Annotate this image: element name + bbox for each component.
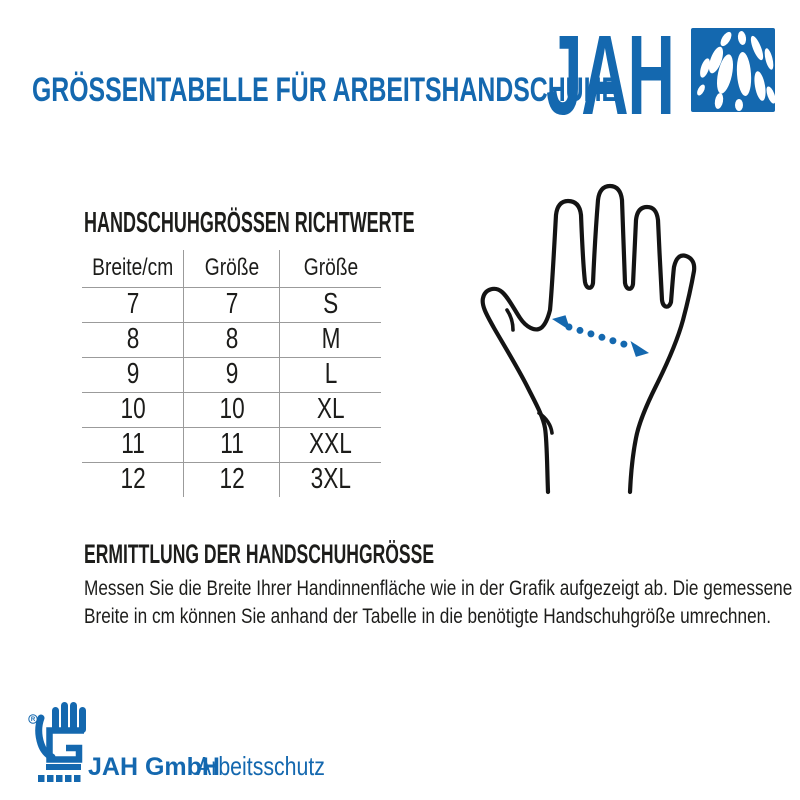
table-cell: 12: [120, 463, 146, 496]
table-cell: L: [280, 357, 382, 392]
footer-tagline: Arbeitsschutz: [197, 751, 325, 781]
instructions-heading: ERMITTLUNG DER HANDSCHUHGRÖSSE: [84, 539, 435, 569]
instructions-text-line1: Messen Sie die Breite Ihrer Handinnenfläche wie in der Grafik aufgezeigt ab. Die gemessene: [84, 577, 793, 600]
table-cell: 10: [184, 392, 280, 427]
hand-palm-illustration: [440, 170, 780, 510]
table-row: [82, 357, 381, 392]
hand-outline: [483, 186, 695, 492]
table-cell: XL: [280, 392, 382, 427]
table-row: [82, 392, 381, 427]
instructions-text-line2: Breite in cm können Sie anhand der Tabelle in die benötigte Handschuhgröße umrechnen.: [84, 605, 772, 628]
table-header-row: [82, 250, 381, 287]
registered-trademark-icon: [29, 715, 37, 723]
table-cell: 8: [82, 322, 184, 357]
table-cell: 11: [184, 427, 280, 462]
table-cell: 9: [82, 357, 184, 392]
table-cell: M: [280, 322, 382, 357]
column-header: Größe: [184, 250, 280, 287]
table-row: [82, 322, 381, 357]
table-cell: 7: [82, 287, 184, 322]
size-table-title: HANDSCHUHGRÖSSEN RICHTWERTE: [84, 207, 415, 239]
table-cell: S: [280, 287, 382, 322]
table-cell: 9: [184, 357, 280, 392]
table-cell: 7: [184, 287, 280, 322]
table-row: [82, 427, 381, 462]
jah-logo-wordmark: JAH: [546, 12, 674, 138]
glove-size-table: [82, 250, 381, 497]
table-row: [82, 462, 381, 497]
table-cell: XXL: [280, 427, 382, 462]
footer-company-name: JAH GmbH: [88, 753, 220, 781]
table-cell: 8: [184, 322, 280, 357]
table-cell: 3XL: [310, 463, 351, 496]
jah-leaf-logo-icon: [691, 28, 775, 112]
table-cell: 10: [82, 392, 184, 427]
table-cell: 11: [82, 427, 184, 462]
column-header: Größe: [280, 250, 382, 287]
svg-text:R: R: [30, 717, 36, 724]
page-title: GRÖSSENTABELLE FÜR ARBEITSHANDSCHUHE: [32, 71, 619, 109]
column-header: Breite/cm: [82, 250, 184, 287]
table-cell: 12: [184, 462, 280, 497]
table-row: [82, 287, 381, 322]
